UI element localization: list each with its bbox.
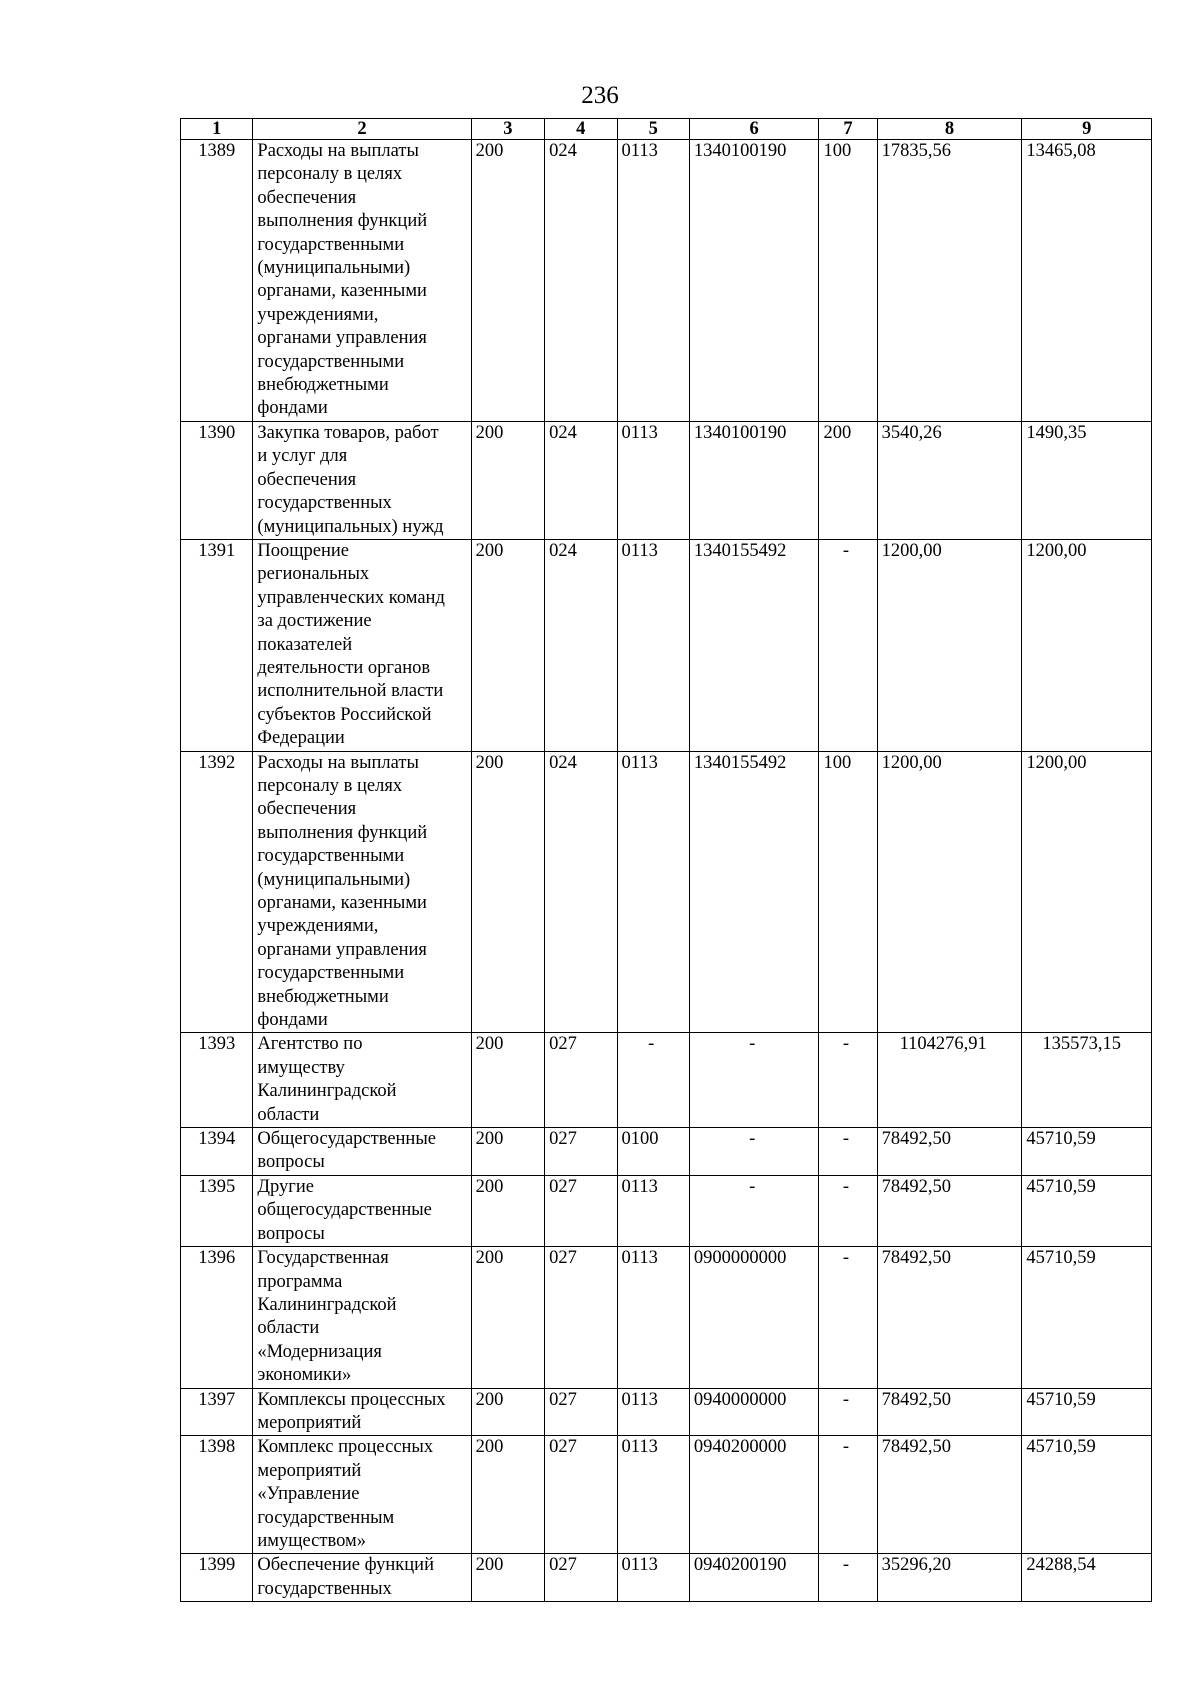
section-code-cell: 0113 <box>617 1436 689 1554</box>
code-cell-4: 027 <box>545 1554 617 1602</box>
code-cell-3: 200 <box>471 1388 544 1436</box>
section-code-cell: 0113 <box>617 421 689 539</box>
code-cell-3: 200 <box>471 1175 544 1246</box>
code-cell-3: 200 <box>471 421 544 539</box>
code-cell-3: 200 <box>471 140 544 422</box>
section-code-cell: 0113 <box>617 1388 689 1436</box>
row-number-cell: 1395 <box>181 1175 253 1246</box>
description-line: учреждениями, <box>257 304 379 325</box>
description-cell <box>253 421 471 539</box>
description-line: органами управления <box>257 939 427 960</box>
description-line: фондами <box>257 398 328 419</box>
row-number-cell: 1396 <box>181 1247 253 1388</box>
description-line: вопросы <box>257 1152 325 1173</box>
amount-cell-8: 1200,00 <box>877 751 1022 1033</box>
description-line: внебюджетными <box>257 986 389 1007</box>
section-code-cell: 0113 <box>617 1175 689 1246</box>
description-line: вопросы <box>257 1223 325 1244</box>
expense-type-cell: - <box>819 1033 877 1128</box>
description-line: государственных <box>257 1578 392 1599</box>
section-code-cell: 0113 <box>617 1247 689 1388</box>
target-article-cell: - <box>689 1128 819 1176</box>
description-line: мероприятий <box>257 1412 362 1433</box>
section-code-cell: 0113 <box>617 539 689 751</box>
description-line: персоналу в целях <box>257 775 403 796</box>
target-article-cell: 0940000000 <box>689 1388 819 1436</box>
description-line: (муниципальными) <box>257 258 411 279</box>
column-header: 6 <box>689 119 819 140</box>
description-line: обеспечения <box>257 469 357 490</box>
description-line: Агентство по <box>257 1034 363 1055</box>
code-cell-4: 027 <box>545 1436 617 1554</box>
description-line: экономики» <box>257 1365 352 1386</box>
table-row <box>181 1436 1152 1554</box>
expense-type-cell: - <box>819 1554 877 1602</box>
code-cell-4: 027 <box>545 1033 617 1128</box>
table-row <box>181 1033 1152 1128</box>
expense-type-cell: - <box>819 539 877 751</box>
table-row <box>181 1128 1152 1176</box>
description-line: государственных <box>257 493 392 514</box>
description-line: показателей <box>257 634 353 655</box>
amount-cell-9: 45710,59 <box>1022 1175 1152 1246</box>
expense-type-cell: 200 <box>819 421 877 539</box>
description-line: государственным <box>257 1507 395 1528</box>
amount-cell-9: 45710,59 <box>1022 1128 1152 1176</box>
description-line: Другие <box>257 1176 314 1197</box>
description-line: внебюджетными <box>257 375 389 396</box>
amount-cell-9: 13465,08 <box>1022 140 1152 422</box>
expense-type-cell: - <box>819 1175 877 1246</box>
row-number-cell: 1397 <box>181 1388 253 1436</box>
table-row <box>181 140 1152 422</box>
row-number-cell: 1391 <box>181 539 253 751</box>
row-number-cell: 1392 <box>181 751 253 1033</box>
code-cell-4: 024 <box>545 421 617 539</box>
amount-cell-8: 1200,00 <box>877 539 1022 751</box>
description-line: государственными <box>257 963 405 984</box>
amount-cell-8: 17835,56 <box>877 140 1022 422</box>
table-row <box>181 751 1152 1033</box>
amount-cell-9: 45710,59 <box>1022 1247 1152 1388</box>
description-line: фондами <box>257 1010 328 1031</box>
table-row <box>181 1175 1152 1246</box>
code-cell-4: 024 <box>545 539 617 751</box>
description-line: деятельности органов <box>257 657 431 678</box>
row-number-cell: 1390 <box>181 421 253 539</box>
target-article-cell: 0900000000 <box>689 1247 819 1388</box>
description-line: субъектов Российской <box>257 704 432 725</box>
description-line: выполнения функций <box>257 822 428 843</box>
amount-cell-8: 1104276,91 <box>877 1033 1022 1128</box>
description-cell <box>253 1247 471 1388</box>
target-article-cell: 1340100190 <box>689 140 819 422</box>
description-line: Закупка товаров, работ <box>257 422 439 443</box>
description-cell <box>253 1033 471 1128</box>
code-cell-4: 027 <box>545 1175 617 1246</box>
description-cell <box>253 1436 471 1554</box>
description-line: Расходы на выплаты <box>257 752 419 773</box>
description-line: «Модернизация <box>257 1341 382 1362</box>
description-line: (муниципальных) нужд <box>257 516 444 537</box>
table-row <box>181 1388 1152 1436</box>
section-code-cell: 0113 <box>617 140 689 422</box>
amount-cell-8: 78492,50 <box>877 1128 1022 1176</box>
description-line: обеспечения <box>257 187 357 208</box>
row-number-cell: 1398 <box>181 1436 253 1554</box>
row-number-cell: 1393 <box>181 1033 253 1128</box>
row-number-cell: 1399 <box>181 1554 253 1602</box>
description-line: (муниципальными) <box>257 869 411 890</box>
column-header: 5 <box>617 119 689 140</box>
amount-cell-9: 1490,35 <box>1022 421 1152 539</box>
target-article-cell: - <box>689 1175 819 1246</box>
amount-cell-9: 1200,00 <box>1022 751 1152 1033</box>
description-line: учреждениями, <box>257 916 379 937</box>
code-cell-3: 200 <box>471 751 544 1033</box>
description-line: управленческих команд <box>257 587 445 608</box>
description-line: «Управление <box>257 1484 360 1505</box>
column-header: 2 <box>253 119 471 140</box>
description-cell <box>253 751 471 1033</box>
description-cell <box>253 1128 471 1176</box>
code-cell-3: 200 <box>471 1436 544 1554</box>
expense-type-cell: - <box>819 1247 877 1388</box>
section-code-cell: 0113 <box>617 751 689 1033</box>
expense-type-cell: - <box>819 1128 877 1176</box>
description-line: общегосударственные <box>257 1200 432 1221</box>
description-line: органами управления <box>257 328 427 349</box>
expense-type-cell: 100 <box>819 751 877 1033</box>
description-line: Общегосударственные <box>257 1129 436 1150</box>
code-cell-4: 024 <box>545 751 617 1033</box>
expense-type-cell: - <box>819 1436 877 1554</box>
code-cell-3: 200 <box>471 1247 544 1388</box>
section-code-cell: 0113 <box>617 1554 689 1602</box>
row-number-cell: 1389 <box>181 140 253 422</box>
description-line: региональных <box>257 564 370 585</box>
table-row <box>181 421 1152 539</box>
column-header: 1 <box>181 119 253 140</box>
column-header: 3 <box>471 119 544 140</box>
description-cell <box>253 1554 471 1602</box>
amount-cell-8: 78492,50 <box>877 1436 1022 1554</box>
code-cell-3: 200 <box>471 1033 544 1128</box>
target-article-cell: 0940200000 <box>689 1436 819 1554</box>
header-row <box>181 119 1152 140</box>
expense-type-cell: - <box>819 1388 877 1436</box>
target-article-cell: 0940200190 <box>689 1554 819 1602</box>
amount-cell-8: 78492,50 <box>877 1247 1022 1388</box>
description-line: Комплексы процессных <box>257 1389 446 1410</box>
description-line: органами, казенными <box>257 893 427 913</box>
table-row <box>181 1247 1152 1388</box>
column-header: 4 <box>545 119 617 140</box>
description-line: государственными <box>257 351 405 372</box>
budget-table <box>180 118 1152 1602</box>
amount-cell-8: 35296,20 <box>877 1554 1022 1602</box>
table-row <box>181 1554 1152 1602</box>
table-row <box>181 539 1152 751</box>
description-line: Поощрение <box>257 540 349 561</box>
column-header: 8 <box>877 119 1022 140</box>
target-article-cell: 1340155492 <box>689 539 819 751</box>
code-cell-4: 027 <box>545 1128 617 1176</box>
column-header: 7 <box>819 119 877 140</box>
description-line: имуществу <box>257 1057 345 1078</box>
target-article-cell: 1340100190 <box>689 421 819 539</box>
row-number-cell: 1394 <box>181 1128 253 1176</box>
section-code-cell: - <box>617 1033 689 1128</box>
description-line: области <box>257 1104 320 1125</box>
code-cell-3: 200 <box>471 1128 544 1176</box>
column-header: 9 <box>1022 119 1152 140</box>
description-line: государственными <box>257 234 405 255</box>
description-line: выполнения функций <box>257 211 428 232</box>
description-line: обеспечения <box>257 799 357 820</box>
description-cell <box>253 1175 471 1246</box>
amount-cell-9: 45710,59 <box>1022 1436 1152 1554</box>
description-line: Калининградской <box>257 1081 397 1102</box>
description-line: Комплекс процессных <box>257 1437 434 1458</box>
description-line: имуществом» <box>257 1530 366 1551</box>
description-line: Федерации <box>257 728 345 749</box>
description-cell <box>253 539 471 751</box>
amount-cell-9: 24288,54 <box>1022 1554 1152 1602</box>
description-line: Государственная <box>257 1248 389 1269</box>
amount-cell-9: 135573,15 <box>1022 1033 1152 1128</box>
description-line: программа <box>257 1271 343 1292</box>
section-code-cell: 0100 <box>617 1128 689 1176</box>
code-cell-4: 027 <box>545 1247 617 1388</box>
description-line: Калининградской <box>257 1294 397 1315</box>
description-line: персоналу в целях <box>257 164 403 185</box>
amount-cell-9: 45710,59 <box>1022 1388 1152 1436</box>
description-line: и услуг для <box>257 446 348 467</box>
description-line: органами, казенными <box>257 281 427 302</box>
description-line: Обеспечение функций <box>257 1555 434 1576</box>
description-line: Расходы на выплаты <box>257 141 419 161</box>
description-line: области <box>257 1318 320 1339</box>
target-article-cell: 1340155492 <box>689 751 819 1033</box>
amount-cell-9: 1200,00 <box>1022 539 1152 751</box>
description-cell <box>253 1388 471 1436</box>
amount-cell-8: 78492,50 <box>877 1388 1022 1436</box>
description-cell <box>253 140 471 422</box>
amount-cell-8: 78492,50 <box>877 1175 1022 1246</box>
code-cell-3: 200 <box>471 1554 544 1602</box>
code-cell-4: 024 <box>545 140 617 422</box>
code-cell-4: 027 <box>545 1388 617 1436</box>
description-line: мероприятий <box>257 1460 362 1481</box>
amount-cell-8: 3540,26 <box>877 421 1022 539</box>
target-article-cell: - <box>689 1033 819 1128</box>
description-line: государственными <box>257 846 405 867</box>
description-line: исполнительной власти <box>257 681 444 702</box>
code-cell-3: 200 <box>471 539 544 751</box>
expense-type-cell: 100 <box>819 140 877 422</box>
page-number: 236 <box>581 82 619 109</box>
description-line: за достижение <box>257 611 372 632</box>
table-body <box>181 140 1152 1602</box>
